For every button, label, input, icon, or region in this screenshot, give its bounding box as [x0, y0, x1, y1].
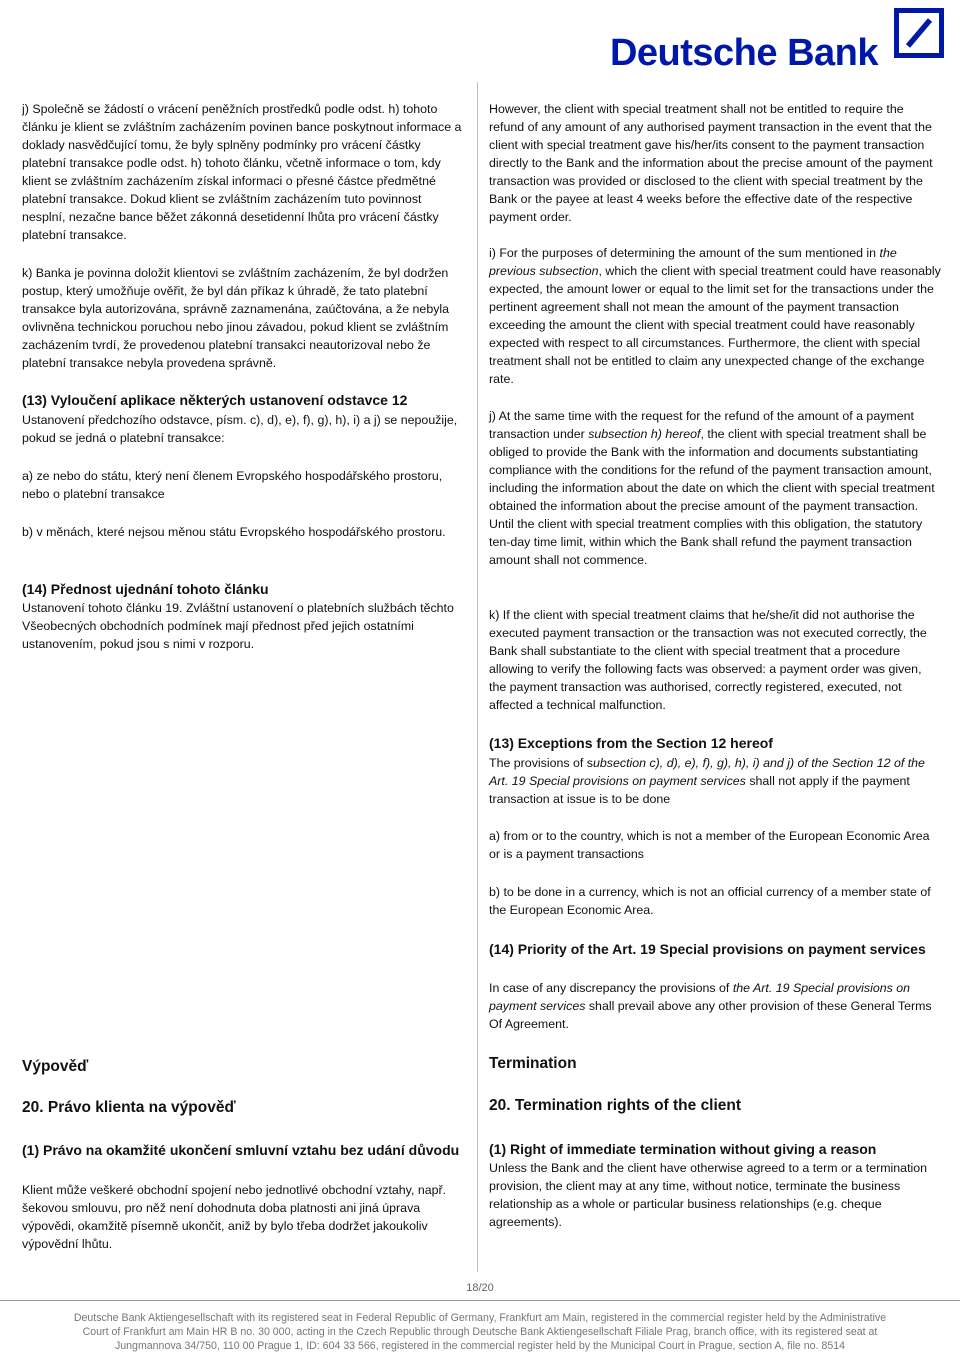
paragraph-13a-en: a) from or to the country, which is not a member of the European Economic Area or is a payment transactions: [489, 829, 930, 861]
deutsche-bank-logo: [609, 8, 944, 74]
paragraph-13-cs: Ustanovení předchozího odstavce, písm. c), d), e), f), g), h), i) a j) se nepoužije, pokud se jedná o platební transakce:: [22, 413, 458, 445]
heading-13-en: (13) Exceptions from the Section 12 hereof: [489, 735, 773, 751]
paragraph-k-cs: k) Banka je povinna doložit klientovi se zvláštním zacházením, že byl dodržen postup, který umožňuje ověřit, že byl dán příkaz k úhradě, že tato platební transakce byla autorizována, správně zaznamenána, zaúčtována, a že nebyla ovlivněna technickou poruchou nebo jinou závadou, pokud klient se zvláštním zacházením tvrdí, že provedenou platební transakci neautorizoval nebo že platební transakce nebyla provedena správně.: [22, 266, 450, 370]
section-title-cs: Výpověď: [22, 1058, 89, 1075]
paragraph-20-1-cs: Klient může veškeré obchodní spojení nebo jednotlivé obchodní vztahy, např. šekovou smlouvu, pro něž není dohodnuta doba platnosti ani jiná úprava výpovědi, okamžitě písemně ukončit, aniž by bylo třeba dodržet jakoukoliv výpovědní lhůtu.: [22, 1183, 447, 1251]
paragraph-k-en: k) If the client with special treatment claims that he/she/it did not authorise the executed payment transaction or the transaction was not executed correctly, the Bank shall substantiate to the client with special treatment that a procedure allowing to verify the following facts was observed: a payment order was given, the payment transaction was authorised, correctly registered, executed, not affected a technical malfunction.: [489, 608, 927, 712]
heading-20-1-en: (1) Right of immediate termination without giving a reason: [489, 1141, 877, 1157]
heading-13-cs: (13) Vyloučení aplikace některých ustanovení odstavce 12: [22, 392, 408, 408]
footer-divider: [0, 1300, 960, 1301]
heading-20-1-cs: (1) Právo na okamžité ukončení smluvní vztahu bez udání důvodu: [22, 1142, 460, 1158]
paragraph-14-en: In case of any discrepancy the provisions of the Art. 19 Special provisions on payment services shall prevail above any other provision of these General Terms Of Agreement.: [489, 981, 932, 1031]
brand-name: Deutsche Bank: [609, 32, 878, 74]
heading-20-cs: 20. Právo klienta na výpověď: [22, 1099, 236, 1116]
heading-20-en: 20. Termination rights of the client: [489, 1097, 742, 1114]
footer: [20, 1311, 940, 1353]
page-number: 18/20: [466, 1282, 494, 1294]
paragraph-h-continued-en: However, the client with special treatment shall not be entitled to require the refund of any amount of any authorised payment transaction in the event that the client with special treatment gave his/her/its consent to the payment transaction directly to the Bank and the information about the precise amount of the payment transaction was provided or disclosed to the client with special treatment by the Bank or the payee at least 4 weeks before the effective date of the respective payment order.: [489, 102, 933, 224]
paragraph-13b-en: b) to be done in a currency, which is not an official currency of a member state of the European Economic Area.: [489, 885, 931, 917]
heading-14-cs: (14) Přednost ujednání tohoto článku: [22, 581, 269, 597]
paragraph-j-en: j) At the same time with the request for the refund of the amount of a payment transaction under subsection h) hereof, the client with special treatment shall be obliged to provide the Bank with the information and documents substantiating compliance with the conditions for the refund of the payment transaction amount, including the information about the date on which the client with special treatment obtained the information about the precise amount of the payment transaction. Until the client with special treatment complies with this obligation, the statutory ten-day time limit, within which the Bank shall refund the payment transaction amount shall not commence.: [489, 409, 935, 567]
paragraph-20-1-en: Unless the Bank and the client have otherwise agreed to a term or a termination provision, the client may at any time, without notice, terminate the business relationship as a whole or particular business relationships (e.g. cheque agreements).: [489, 1161, 928, 1229]
section-title-en: Termination: [489, 1055, 577, 1072]
paragraph-i-en: i) For the purposes of determining the amount of the sum mentioned in the previous subsection, which the client with special treatment could have reasonably expected, the amount lower or equal to the limit set for the transactions under the pertinent agreement shall not mean the amount of the payment transaction exceeding the amount the client with special treatment could have reasonably expected with respect to all circumstances. Furthermore, the client with special treatment shall not be entitled to claim any unexpected change of the exchange rate.: [489, 246, 941, 386]
heading-14-en: (14) Priority of the Art. 19 Special provisions on payment services: [489, 941, 926, 957]
paragraph-13-en: The provisions of subsection c), d), e), f), g), h), i) and j) of the Section 12 of the Art. 19 Special provisions on payment services shall not apply if the payment transaction at issue is to be done: [489, 756, 925, 806]
footer-line: Jungmannova 34/750, 110 00 Prague 1, ID: 604 33 566, registered in the commercial register held by the Municipal Court in Prague, section A, file no. 8514: [114, 1340, 846, 1352]
footer-line: Court of Frankfurt am Main HR B no. 30 000, acting in the Czech Republic through Deutsche Bank Aktiengesellschaft Filiale Prag, branch office, with its registered seat at: [82, 1326, 878, 1338]
paragraph-13b-cs: b) v měnách, které nejsou měnou státu Evropského hospodářského prostoru.: [22, 525, 446, 539]
column-divider: [477, 82, 478, 1272]
paragraph-j-cs: j) Společně se žádostí o vrácení peněžních prostředků podle odst. h) tohoto článku je klient se zvláštním zacházením povinen bance poskytnout informace a doklady nasvědčující tomu, že byly splněny podmínky pro vrácení částky platební transakce podle odst. h) tohoto článku, včetně informace o tom, kdy klient se zvláštním zacházením získal informaci o přesné částce předmětné platební transakce. Dokud klient se zvláštním zacházením tuto povinnost nesplní, nezačne bance běžet zákonná desetidenní lhůta pro vrácení částky platební transakce.: [22, 102, 462, 242]
footer-line: Deutsche Bank Aktiengesellschaft with its registered seat in Federal Republic of Germany, Frankfurt am Main, registered in the commercial register held by the Administrative: [73, 1312, 887, 1324]
paragraph-13a-cs: a) ze nebo do státu, který není členem Evropského hospodářského prostoru, nebo o platební transakce: [22, 469, 443, 501]
paragraph-14-cs: Ustanovení tohoto článku 19. Zvláštní ustanovení o platebních službách těchto Všeobecných obchodních podmínek mají přednost před jejich ostatními ustanovením, pokud jsou s nimi v rozporu.: [22, 601, 454, 651]
deutsche-bank-slash-icon: [894, 8, 944, 58]
